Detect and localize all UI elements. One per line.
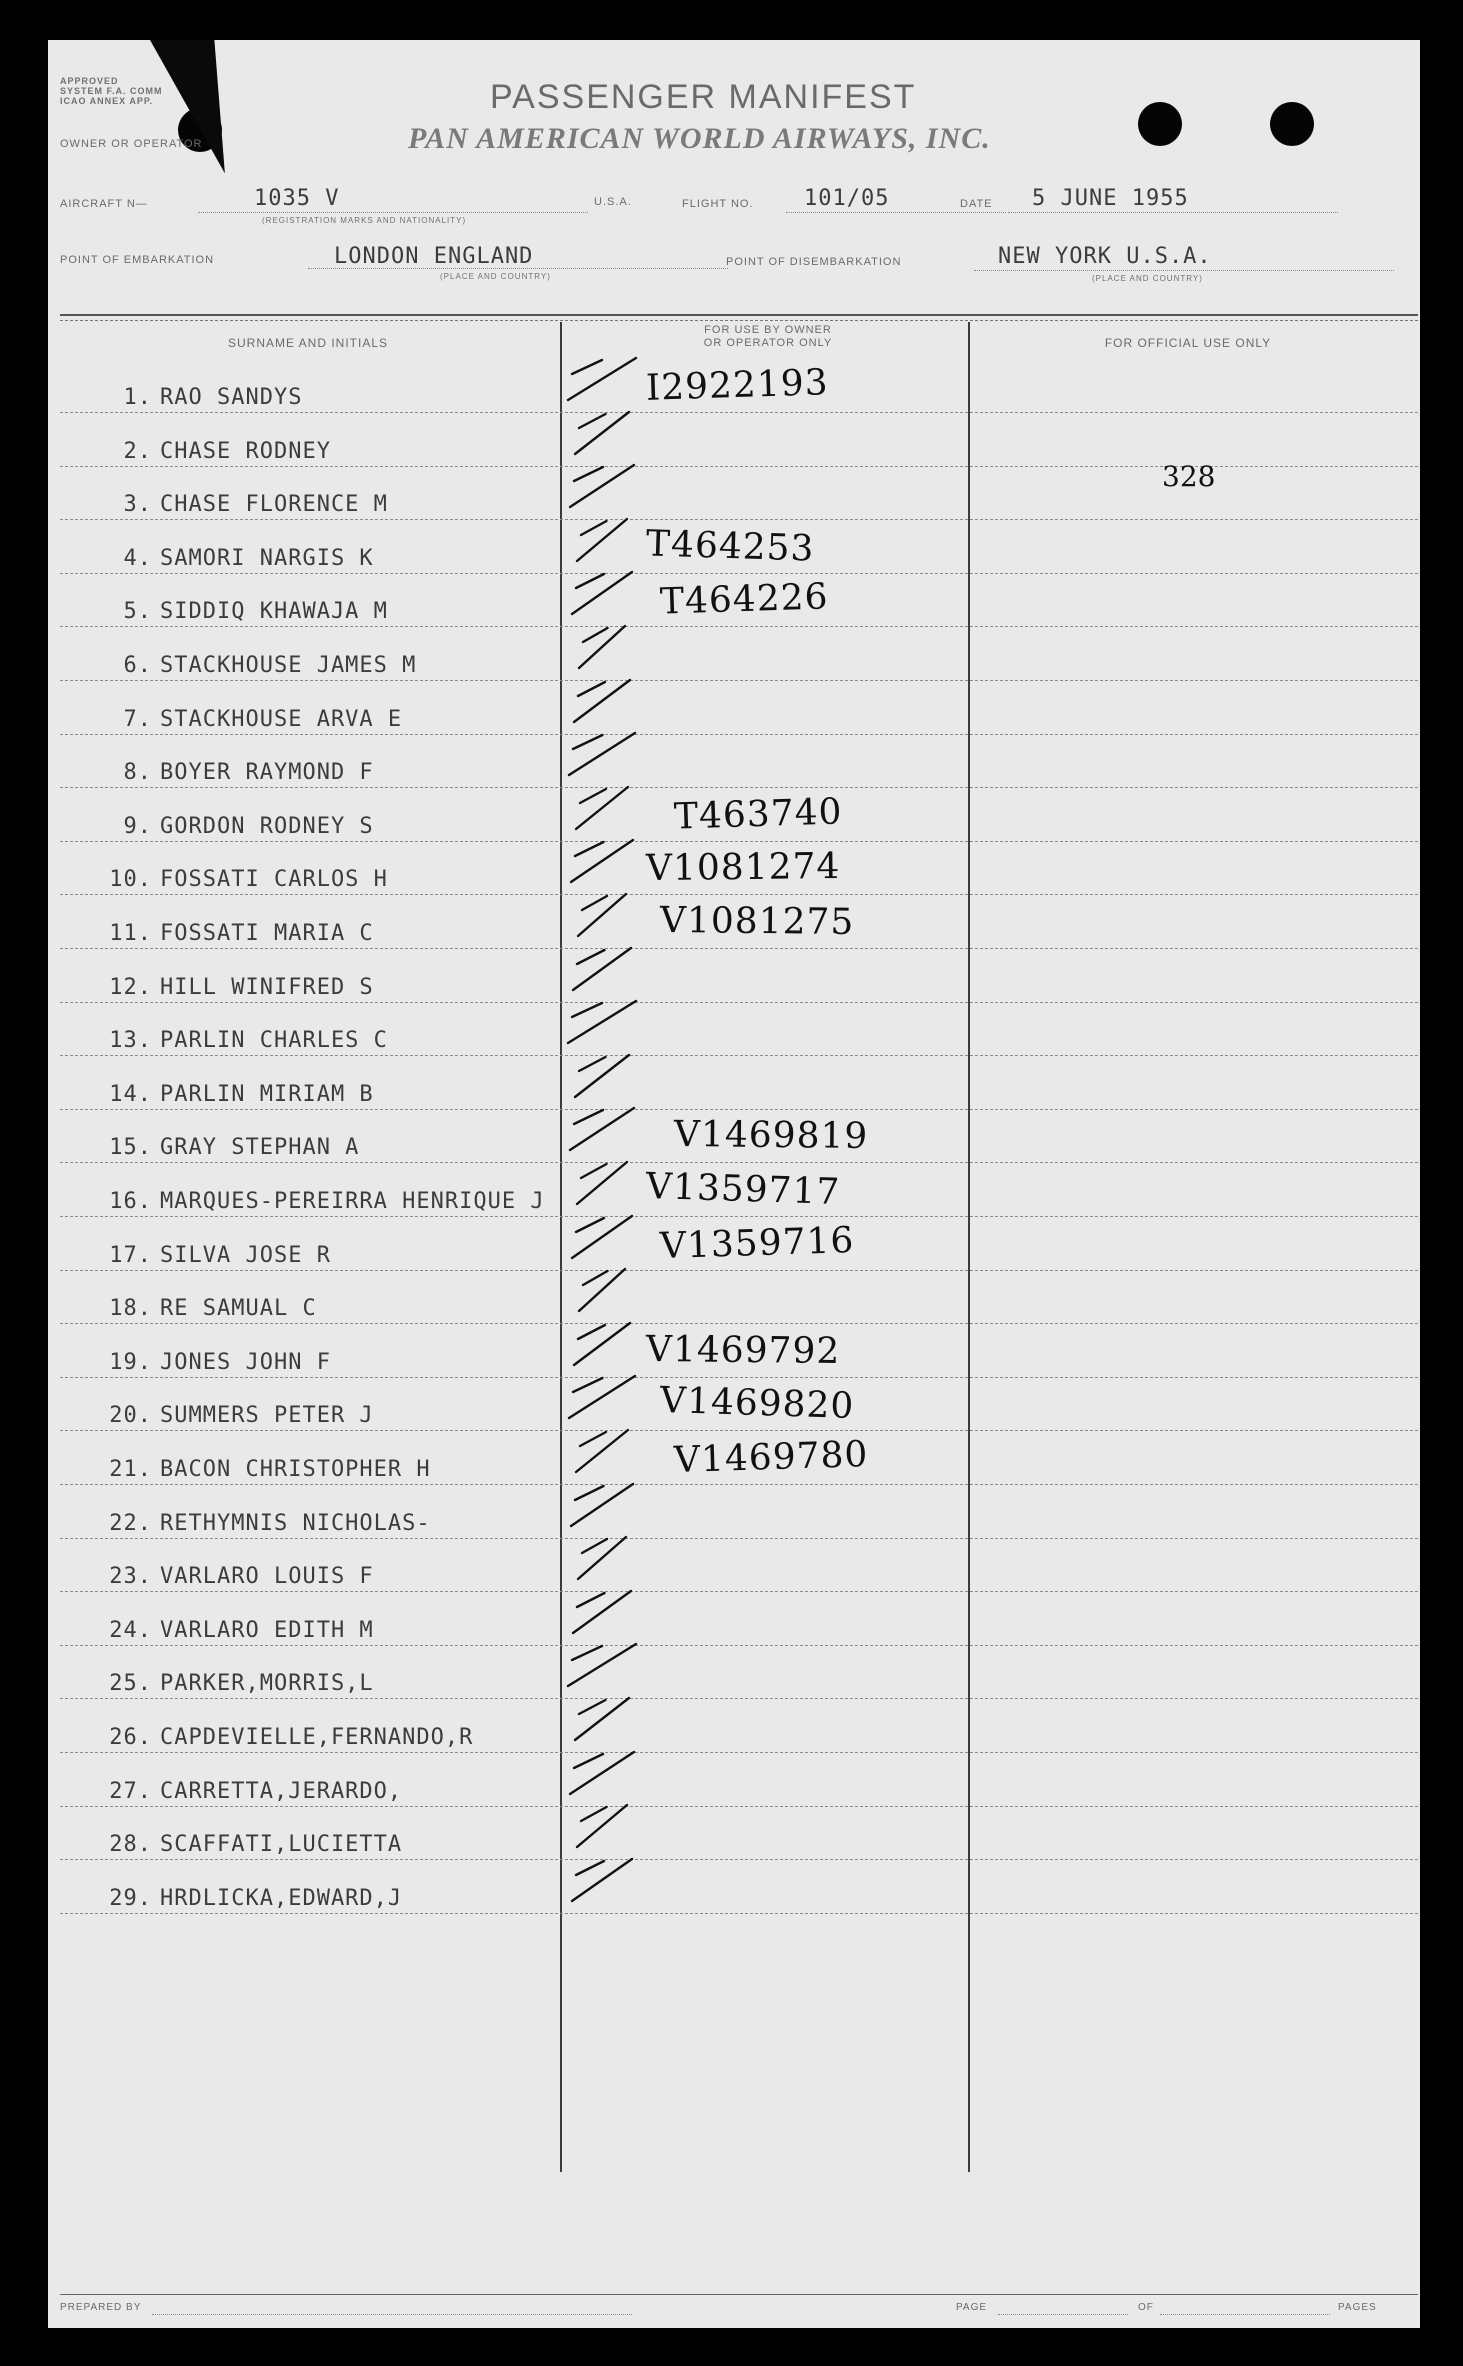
check-mark-icon	[562, 729, 652, 785]
passenger-number: 7.	[123, 706, 152, 732]
check-mark-icon	[562, 354, 652, 410]
passenger-row	[48, 842, 1420, 896]
check-mark-icon	[562, 836, 652, 892]
ticket-number: T464253	[645, 523, 816, 570]
passenger-number: 12.	[109, 974, 152, 1000]
check-mark-icon	[562, 1587, 652, 1643]
passenger-name: BOYER RAYMOND F	[160, 760, 374, 786]
ticket-number: V1359717	[645, 1165, 841, 1214]
passenger-name: SAMORI NARGIS K	[160, 545, 374, 571]
disembark-label: POINT OF DISEMBARKATION	[726, 256, 902, 268]
of-label: OF	[1138, 2302, 1154, 2313]
check-mark-icon	[562, 676, 652, 732]
passenger-name: SUMMERS PETER J	[160, 1403, 374, 1429]
passenger-row	[48, 1700, 1420, 1754]
check-mark-icon	[562, 1426, 652, 1482]
ticket-number: V1469820	[659, 1380, 855, 1428]
check-mark-icon	[562, 783, 652, 839]
ticket-number: T463740	[673, 791, 844, 838]
check-mark-icon	[562, 1372, 652, 1428]
passenger-number: 21.	[109, 1457, 152, 1482]
passenger-number: 11.	[109, 921, 152, 946]
ticket-number: V1469780	[673, 1433, 869, 1482]
passenger-name: VARLARO EDITH M	[160, 1617, 374, 1643]
passenger-number: 19.	[109, 1349, 152, 1375]
torn-corner-mark	[150, 40, 259, 183]
passenger-row	[48, 521, 1420, 575]
passenger-name: RETHYMNIS NICHOLAS-	[160, 1510, 431, 1536]
col-header-operator-line1: FOR USE BY OWNER	[704, 324, 832, 336]
passenger-name: MARQUES-PEREIRRA HENRIQUE J	[160, 1189, 545, 1214]
passenger-number: 22.	[109, 1510, 152, 1536]
passenger-number: 2.	[123, 438, 152, 464]
stamp-line: SYSTEM F.A. COMM	[60, 86, 163, 96]
passenger-name: CHASE RODNEY	[160, 438, 331, 464]
passenger-name: FOSSATI MARIA C	[160, 921, 374, 946]
passenger-number: 24.	[109, 1617, 152, 1643]
official-note: 328	[1162, 460, 1216, 493]
passenger-row	[48, 1110, 1420, 1164]
check-mark-icon	[562, 890, 652, 946]
passenger-name: PARKER,MORRIS,L	[160, 1671, 374, 1697]
aircraft-label: AIRCRAFT N—	[60, 198, 148, 210]
passenger-row	[48, 1218, 1420, 1272]
punch-hole	[1138, 102, 1182, 146]
check-mark-icon	[562, 997, 652, 1053]
passenger-row	[48, 1539, 1420, 1593]
aircraft-caption: (REGISTRATION MARKS AND NATIONALITY)	[262, 216, 467, 225]
passenger-row	[48, 628, 1420, 682]
passenger-number: 15.	[109, 1135, 152, 1161]
passenger-row	[48, 1164, 1420, 1218]
date-label: DATE	[960, 198, 993, 210]
passenger-number: 18.	[109, 1296, 152, 1322]
page-label: PAGE	[956, 2302, 988, 2313]
check-mark-icon	[562, 1801, 652, 1857]
passenger-name: FOSSATI CARLOS H	[160, 867, 388, 893]
ticket-number: V1081275	[659, 899, 855, 944]
aircraft-value: 1035 V	[254, 186, 340, 211]
passenger-row	[48, 682, 1420, 736]
check-mark-icon	[562, 1640, 652, 1696]
owner-label: OWNER OR OPERATOR	[60, 138, 203, 150]
passenger-row	[48, 735, 1420, 789]
check-mark-icon	[562, 1104, 652, 1160]
check-mark-icon	[562, 1265, 652, 1321]
ticket-number: V1081274	[645, 846, 841, 890]
passenger-name: SCAFFATI,LUCIETTA	[160, 1832, 403, 1858]
stamp-line: ICAO ANNEX APP.	[60, 96, 154, 106]
check-mark-icon	[562, 1319, 652, 1375]
flight-value: 101/05	[804, 186, 890, 211]
passenger-name: RE SAMUAL C	[160, 1296, 317, 1322]
passenger-name: CHASE FLORENCE M	[160, 492, 388, 518]
passenger-number: 20.	[109, 1403, 152, 1429]
pages-label: PAGES	[1338, 2302, 1377, 2313]
check-mark-icon	[562, 568, 652, 624]
passenger-name: SILVA JOSE R	[160, 1242, 331, 1268]
passenger-row	[48, 574, 1420, 628]
check-mark-icon	[562, 461, 652, 517]
col-header-operator-line2: OR OPERATOR ONLY	[703, 337, 833, 349]
passenger-number: 13.	[109, 1028, 152, 1054]
passenger-number: 14.	[109, 1081, 152, 1107]
check-mark-icon	[562, 1158, 652, 1214]
check-mark-icon	[562, 622, 652, 678]
page-title: PASSENGER MANIFEST	[490, 78, 917, 116]
passenger-row	[48, 1003, 1420, 1057]
manifest-page	[48, 40, 1420, 2328]
passenger-name: CARRETTA,JERARDO,	[160, 1778, 403, 1804]
check-mark-icon	[562, 1694, 652, 1750]
passenger-row	[48, 1807, 1420, 1861]
passenger-row	[48, 1271, 1420, 1325]
passenger-number: 28.	[109, 1832, 152, 1858]
passenger-number: 8.	[123, 760, 152, 786]
passenger-row	[48, 1646, 1420, 1700]
passenger-row	[48, 1325, 1420, 1379]
passenger-number: 5.	[123, 599, 152, 625]
passenger-name: STACKHOUSE ARVA E	[160, 706, 403, 732]
passenger-row	[48, 1378, 1420, 1432]
embark-caption: (PLACE AND COUNTRY)	[440, 272, 551, 281]
check-mark-icon	[562, 1212, 652, 1268]
ticket-number: V1469819	[673, 1114, 869, 1158]
disembark-value: NEW YORK U.S.A.	[998, 244, 1212, 269]
passenger-name: RAO SANDYS	[160, 385, 303, 410]
prepared-label: PREPARED BY	[60, 2302, 142, 2313]
owner-value: PAN AMERICAN WORLD AIRWAYS, INC.	[408, 122, 991, 155]
passenger-row	[48, 1486, 1420, 1540]
ticket-number: V1469792	[645, 1328, 841, 1372]
check-mark-icon	[562, 1533, 652, 1589]
passenger-number: 26.	[109, 1725, 152, 1750]
check-mark-icon	[562, 1051, 652, 1107]
passenger-name: PARLIN CHARLES C	[160, 1028, 388, 1054]
date-value: 5 JUNE 1955	[1032, 186, 1189, 211]
passenger-row	[48, 360, 1420, 414]
passenger-row	[48, 1057, 1420, 1111]
ticket-number: T464226	[659, 576, 830, 624]
col-header-official: FOR OFFICIAL USE ONLY	[1104, 336, 1272, 350]
passenger-name: JONES JOHN F	[160, 1349, 331, 1375]
col-header-surname: SURNAME AND INITIALS	[227, 336, 389, 350]
passenger-row	[48, 1861, 1420, 1915]
passenger-name: GRAY STEPHAN A	[160, 1135, 360, 1161]
passenger-number: 27.	[109, 1778, 152, 1804]
passenger-row	[48, 1593, 1420, 1647]
passenger-number: 1.	[123, 385, 152, 410]
check-mark-icon	[562, 408, 652, 464]
embark-value: LONDON ENGLAND	[334, 244, 534, 269]
passenger-number: 3.	[123, 492, 152, 518]
passenger-name: HILL WINIFRED S	[160, 974, 374, 1000]
passenger-row	[48, 950, 1420, 1004]
passenger-name: PARLIN MIRIAM B	[160, 1081, 374, 1107]
passenger-row	[48, 1754, 1420, 1808]
passenger-name: STACKHOUSE JAMES M	[160, 653, 417, 678]
passenger-row	[48, 789, 1420, 843]
ticket-number: V1359716	[659, 1219, 855, 1267]
passenger-number: 23.	[109, 1564, 152, 1590]
approval-stamp	[60, 76, 163, 106]
punch-hole	[1270, 102, 1314, 146]
check-mark-icon	[562, 1855, 652, 1911]
usa-label: U.S.A.	[594, 196, 632, 208]
passenger-name: SIDDIQ KHAWAJA M	[160, 599, 388, 625]
passenger-name: HRDLICKA,EDWARD,J	[160, 1885, 403, 1911]
check-mark-icon	[562, 1480, 652, 1536]
passenger-number: 9.	[123, 813, 152, 839]
flight-label: FLIGHT NO.	[682, 198, 754, 210]
check-mark-icon	[562, 515, 652, 571]
passenger-number: 17.	[109, 1242, 152, 1268]
passenger-row	[48, 896, 1420, 950]
check-mark-icon	[562, 944, 652, 1000]
check-mark-icon	[562, 1748, 652, 1804]
embark-label: POINT OF EMBARKATION	[60, 254, 215, 266]
passenger-number: 6.	[123, 653, 152, 678]
ticket-number: I2922193	[645, 362, 830, 409]
passenger-name: BACON CHRISTOPHER H	[160, 1457, 431, 1482]
passenger-name: GORDON RODNEY S	[160, 813, 374, 839]
disembark-caption: (PLACE AND COUNTRY)	[1092, 274, 1203, 283]
passenger-number: 4.	[123, 545, 152, 571]
passenger-number: 25.	[109, 1671, 152, 1697]
passenger-row	[48, 1432, 1420, 1486]
passenger-name: CAPDEVIELLE,FERNANDO,R	[160, 1725, 474, 1750]
col-header-operator	[568, 324, 968, 350]
row-rule	[60, 1913, 1418, 1914]
passenger-number: 29.	[109, 1885, 152, 1911]
passenger-number: 16.	[109, 1189, 152, 1214]
stamp-line: APPROVED	[60, 76, 119, 86]
passenger-name: VARLARO LOUIS F	[160, 1564, 374, 1590]
passenger-number: 10.	[109, 867, 152, 893]
